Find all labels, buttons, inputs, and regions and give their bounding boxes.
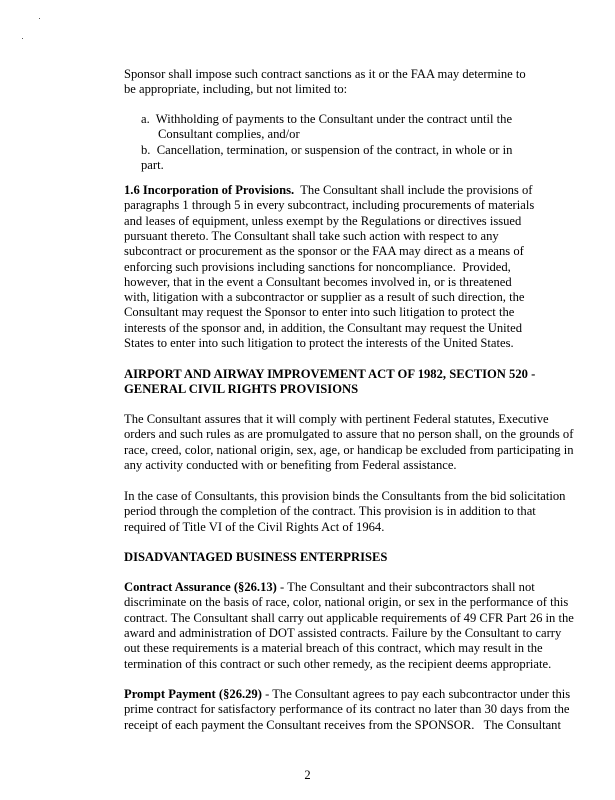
text-line xyxy=(124,687,570,702)
text-line xyxy=(124,229,499,244)
line-text: part. xyxy=(141,157,164,172)
text-line xyxy=(124,595,568,610)
line-text: Consultant complies, and/or xyxy=(158,127,300,142)
text-line xyxy=(124,321,522,336)
bold-lead: Contract Assurance (§26.13) xyxy=(124,580,277,594)
line-text: The Consultant shall include the provisions of xyxy=(294,183,533,197)
text-line xyxy=(124,82,347,97)
line-text: with, litigation with a subcontractor or supplier as a result of such direction, the xyxy=(124,290,525,305)
text-line xyxy=(124,657,551,672)
line-text: interests of the sponsor and, in addition, the Consultant may request the United xyxy=(124,320,523,335)
text-line xyxy=(124,611,574,626)
text-line xyxy=(124,550,387,565)
line-text: period through the completion of the contract. This provision is in addition to that xyxy=(124,504,536,519)
line-text: a. Withholding of payments to the Consultant under the contract until the xyxy=(141,112,513,126)
line-text: termination of this contract or such other remedy, as the recipient deems appropriate. xyxy=(124,656,552,671)
text-line xyxy=(124,214,521,229)
text-line xyxy=(124,290,524,305)
text-line xyxy=(124,183,532,198)
line-text: pursuant thereto. The Consultant shall take such action with respect to any xyxy=(124,228,499,243)
text-line xyxy=(124,427,573,442)
line-text: enforcing such provisions including sanctions for noncompliance. Provided, xyxy=(124,259,511,274)
bold-lead: 1.6 Incorporation of Provisions. xyxy=(124,183,295,197)
line-text: however, that in the event a Consultant becomes involved in, or is threatened xyxy=(124,274,512,289)
text-line xyxy=(124,260,511,275)
line-text: paragraphs 1 through 5 in every subcontract, including procurements of materials xyxy=(124,198,535,213)
line-text: discriminate on the basis of race, color, national origin, or sex in the performance of this xyxy=(124,595,569,610)
text-line xyxy=(124,641,543,656)
scan-speck xyxy=(22,38,23,39)
text-line xyxy=(124,443,574,458)
text-line xyxy=(124,67,526,82)
line-text: contract. The Consultant shall carry out applicable requirements of 49 CFR Part 26 in the xyxy=(124,610,574,625)
line-text: out these requirements is a material breach of this contract, which may result in the xyxy=(124,641,543,656)
text-line xyxy=(141,158,164,173)
line-text: subcontract or procurement as the sponsor or the FAA may direct as a means of xyxy=(124,244,524,259)
line-text: In the case of Consultants, this provision binds the Consultants from the bid solicitation xyxy=(124,489,566,503)
scan-speck xyxy=(39,18,40,19)
text-line xyxy=(124,367,535,382)
text-line xyxy=(124,336,514,351)
line-text: - The Consultant agrees to pay each subcontractor under this xyxy=(261,687,571,701)
bold-lead: AIRPORT AND AIRWAY IMPROVEMENT ACT OF 1982, SECTION 520 - xyxy=(124,367,536,381)
text-line xyxy=(124,489,565,504)
line-text: - The Consultant and their subcontractors shall not xyxy=(276,580,535,594)
text-line xyxy=(124,580,535,595)
line-text: Consultant may request the Sponsor to enter into such litigation to protect the xyxy=(124,305,515,320)
text-line xyxy=(124,702,570,717)
text-line xyxy=(124,275,512,290)
line-text: orders and such rules as are promulgated to assure that no person shall, on the grounds of xyxy=(124,427,574,442)
text-line xyxy=(124,382,358,397)
text-line xyxy=(124,305,514,320)
line-text: race, creed, color, national origin, sex, age, or handicap be excluded from participating in xyxy=(124,442,574,457)
text-line xyxy=(124,626,561,641)
line-text: receipt of each payment the Consultant receives from the SPONSOR. The Consultant xyxy=(124,717,561,732)
line-text: prime contract for satisfactory performance of its contract no later than 30 days from the xyxy=(124,702,570,717)
text-line xyxy=(124,198,534,213)
line-text: required of Title VI of the Civil Rights Act of 1964. xyxy=(124,519,385,534)
page-number: 2 xyxy=(304,768,311,782)
bold-lead: DISADVANTAGED BUSINESS ENTERPRISES xyxy=(124,550,388,564)
line-text: and leases of equipment, unless exempt by the Regulations or directives issued xyxy=(124,213,522,228)
line-text: Sponsor shall impose such contract sanctions as it or the FAA may determine to xyxy=(124,67,526,81)
text-line xyxy=(124,504,536,519)
text-line xyxy=(124,412,549,427)
text-line xyxy=(141,143,512,158)
text-line xyxy=(141,112,512,127)
bold-lead: GENERAL CIVIL RIGHTS PROVISIONS xyxy=(124,382,359,397)
line-text: States to enter into such litigation to protect the interests of the United States. xyxy=(124,336,514,350)
line-text: The Consultant assures that it will comply with pertinent Federal statutes, Executive xyxy=(124,412,549,426)
text-line xyxy=(158,127,300,142)
line-text: b. Cancellation, termination, or suspension of the contract, in whole or in xyxy=(141,142,513,157)
text-line xyxy=(124,718,561,733)
bold-lead: Prompt Payment (§26.29) xyxy=(124,687,262,701)
text-line xyxy=(124,520,384,535)
line-text: be appropriate, including, but not limited to: xyxy=(124,82,348,97)
text-line xyxy=(124,244,524,259)
line-text: any activity conducted with or benefiting from Federal assistance. xyxy=(124,457,457,472)
line-text: award and administration of DOT assisted contracts. Failure by the Consultant to carry xyxy=(124,625,562,640)
text-line xyxy=(124,458,457,473)
